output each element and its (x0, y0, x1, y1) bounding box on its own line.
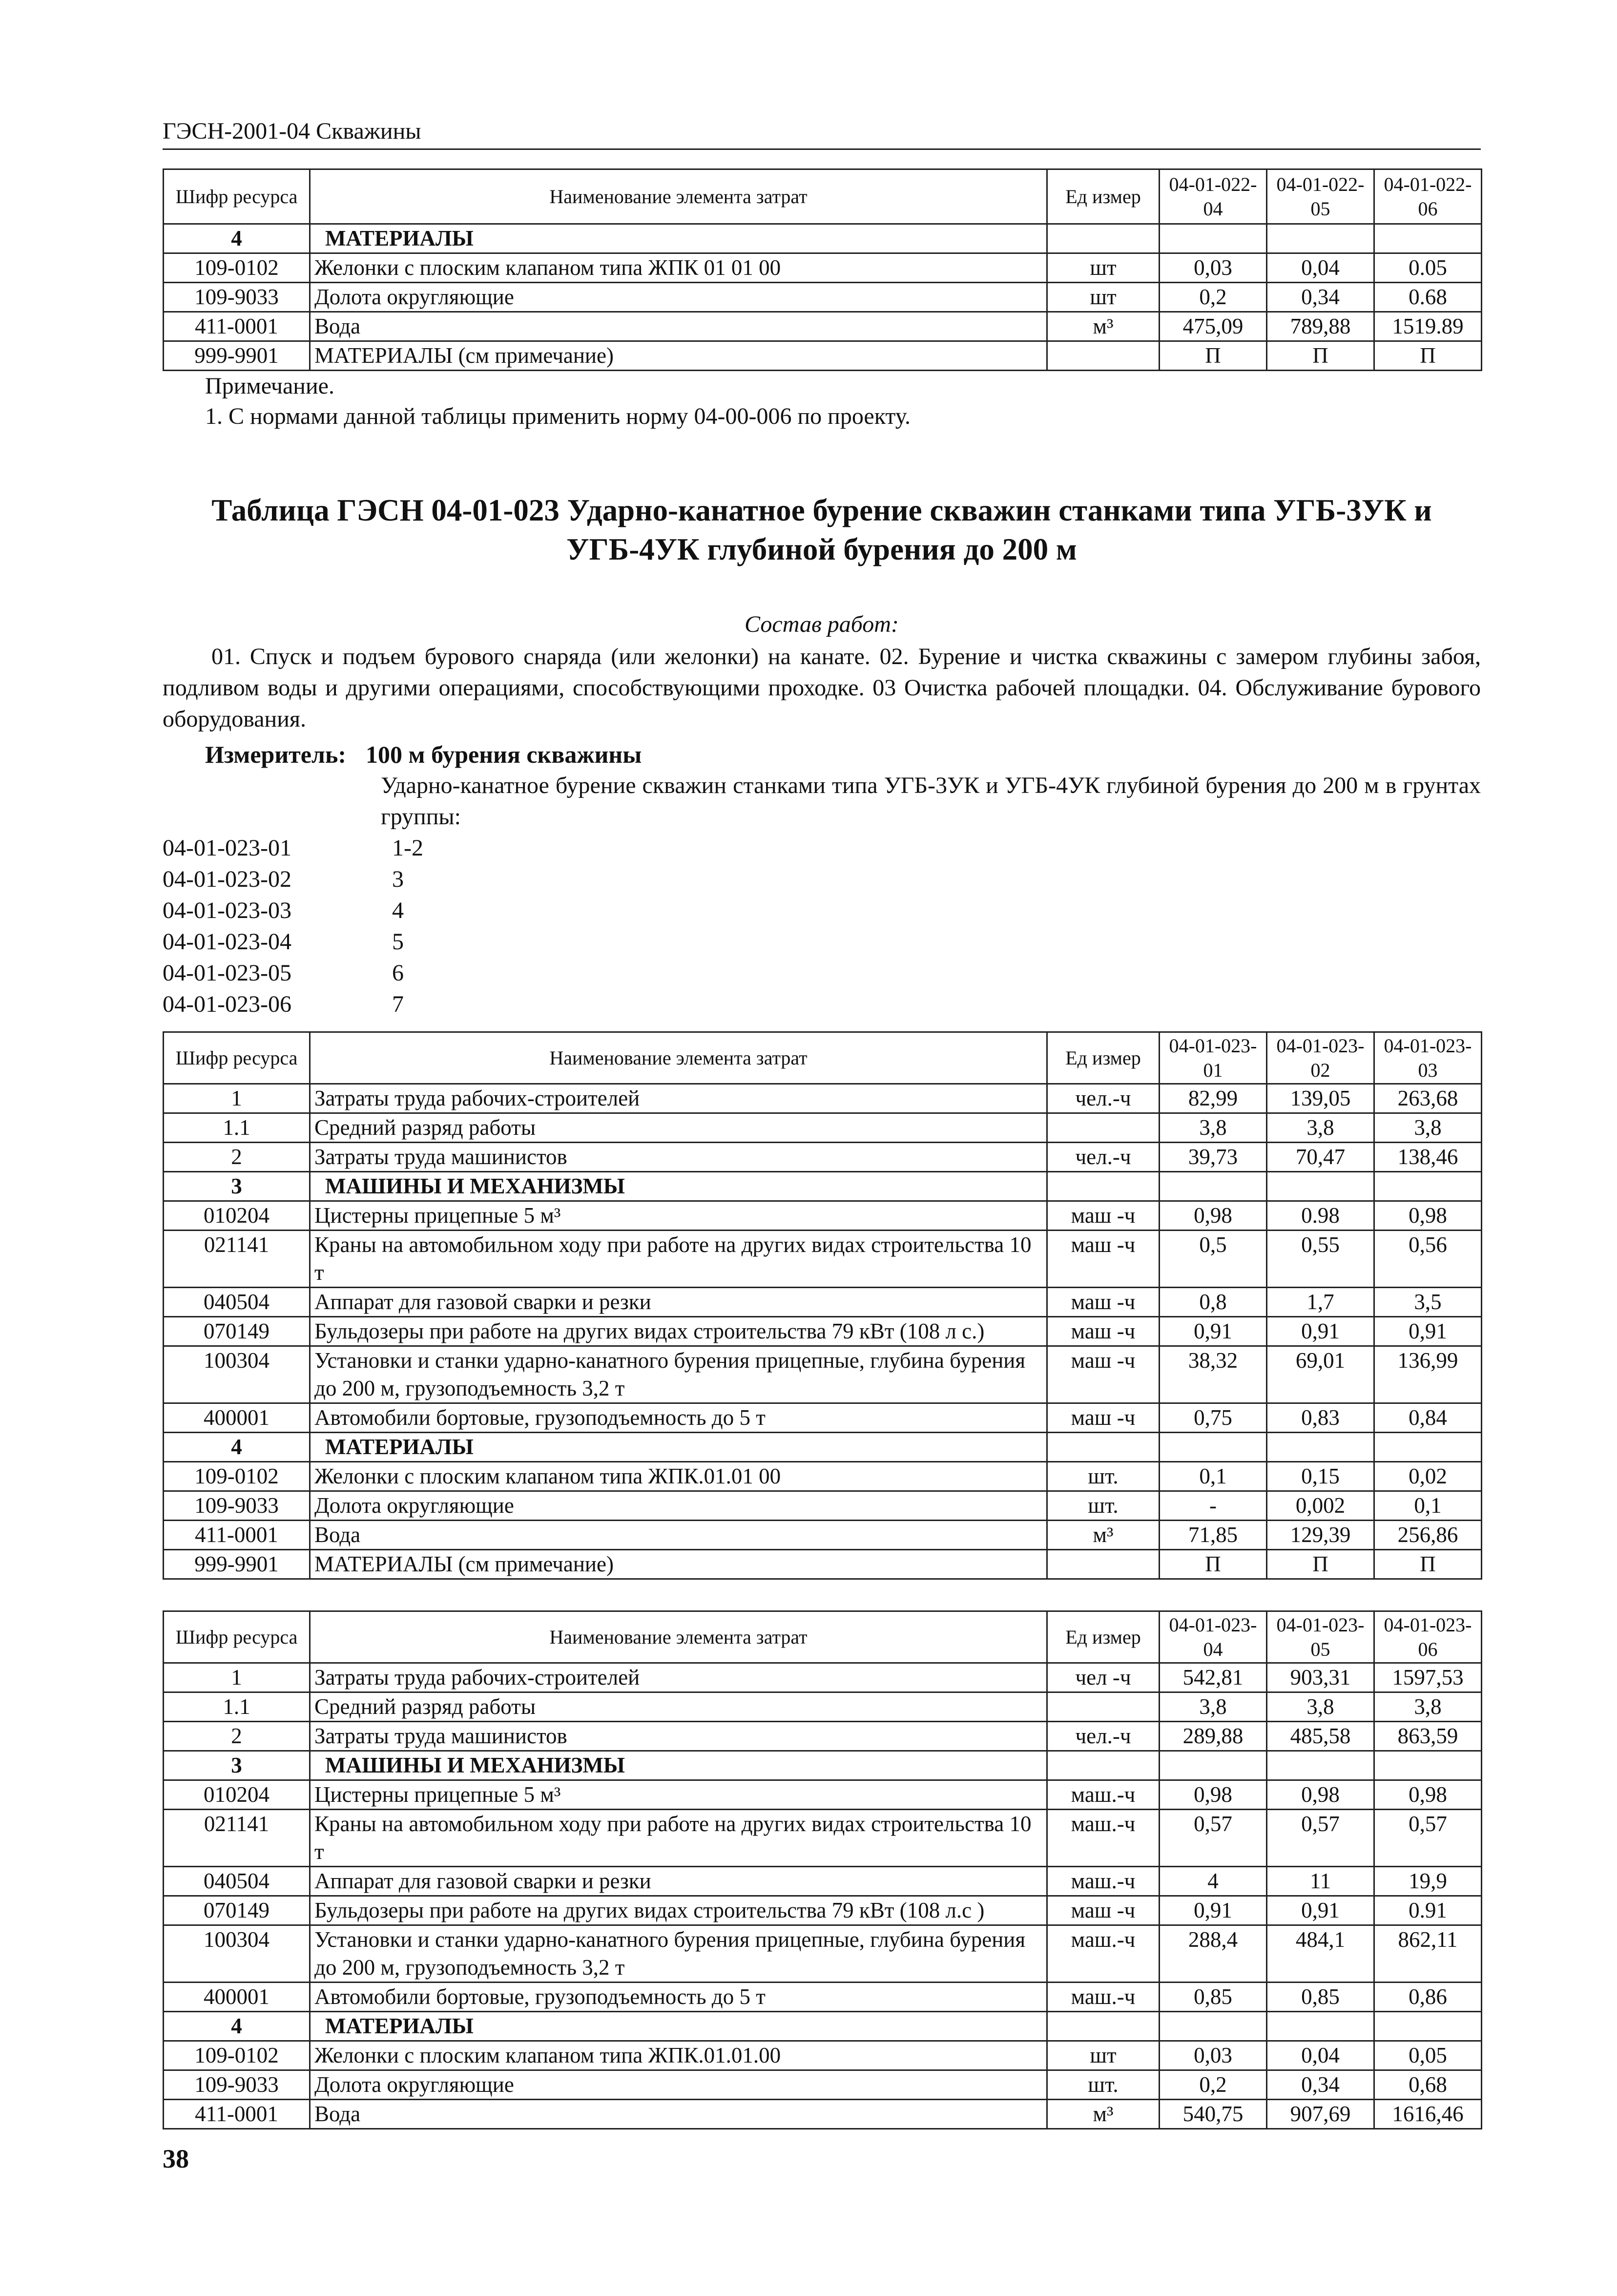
unit-cell (1047, 1692, 1160, 1722)
value-cell (1374, 1433, 1482, 1462)
value-cell: 0,85 (1160, 1983, 1267, 2012)
unit-cell: шт (1047, 253, 1160, 283)
value-cell: 3,5 (1374, 1288, 1482, 1317)
resource-code-cell: 411-0001 (164, 1521, 310, 1550)
value-cell: 0,98 (1160, 1201, 1267, 1231)
unit-cell: маш -ч (1047, 1403, 1160, 1433)
table-section-row (164, 1751, 1482, 1780)
resource-code-cell: 1 (164, 1663, 310, 1692)
col-header-code: Шифр ресурса (164, 1032, 310, 1084)
resource-name-cell: Долота округляющие (310, 1491, 1047, 1521)
resource-code-cell: 999-9901 (164, 341, 310, 371)
resource-code-cell: 4 (164, 2012, 310, 2041)
value-cell: 0,85 (1267, 1983, 1374, 2012)
value-cell (1160, 1751, 1267, 1780)
norm-code: 04-01-023-01 (163, 835, 291, 861)
resource-code-cell: 4 (164, 224, 310, 253)
value-cell: 70,47 (1267, 1143, 1374, 1172)
soil-group: 3 (392, 866, 404, 892)
resource-name-cell: Затраты труда машинистов (310, 1143, 1047, 1172)
table-row (164, 2070, 1482, 2100)
value-cell: 0,03 (1160, 2041, 1267, 2070)
table-row (164, 1317, 1482, 1346)
note-text: 1. С нормами данной таблицы применить норму 04-00-006 по проекту. (205, 403, 911, 429)
col-header-norm: 04-01-022-05 (1267, 169, 1374, 224)
value-cell: 0,98 (1374, 1780, 1482, 1810)
value-cell: 0,57 (1267, 1810, 1374, 1867)
value-cell: 0,15 (1267, 1462, 1374, 1491)
unit-cell: маш.-ч (1047, 1867, 1160, 1896)
unit-cell: маш -ч (1047, 1231, 1160, 1288)
value-cell: П (1160, 341, 1267, 371)
value-cell: 138,46 (1374, 1143, 1482, 1172)
table-row (164, 1143, 1482, 1172)
norm-code-item (163, 833, 423, 864)
resource-name-cell: Аппарат для газовой сварки и резки (310, 1867, 1047, 1896)
value-cell: 129,39 (1267, 1521, 1374, 1550)
norm-code-list (163, 833, 423, 1020)
value-cell: 1616,46 (1374, 2100, 1482, 2129)
value-cell: 0,05 (1374, 2041, 1482, 2070)
value-cell: 3,8 (1160, 1692, 1267, 1722)
table-row (164, 1663, 1482, 1692)
unit-cell: маш -ч (1047, 1288, 1160, 1317)
table-row (164, 1896, 1482, 1925)
value-cell: 0,02 (1374, 1462, 1482, 1491)
resource-name-cell: МАТЕРИАЛЫ (см примечание) (310, 341, 1047, 371)
unit-cell: чел.-ч (1047, 1084, 1160, 1113)
value-cell (1267, 2012, 1374, 2041)
value-cell (1160, 224, 1267, 253)
value-cell: 0,34 (1267, 2070, 1374, 2100)
value-cell: П (1267, 341, 1374, 371)
value-cell: 0,55 (1267, 1231, 1374, 1288)
resource-code-cell: 040504 (164, 1867, 310, 1896)
value-cell: 485,58 (1267, 1722, 1374, 1751)
page-header: ГЭСН-2001-04 Скважины (163, 117, 1481, 150)
resource-name-cell: Долота округляющие (310, 2070, 1047, 2100)
table-row (164, 1462, 1482, 1491)
resource-name-cell: Затраты труда машинистов (310, 1722, 1047, 1751)
value-cell (1374, 224, 1482, 253)
resource-name-cell: Желонки с плоским клапаном типа ЖПК.01.01 00 (310, 1462, 1047, 1491)
resource-name-cell: Установки и станки ударно-канатного бурения прицепные, глубина бурения до 200 м, грузоподъемность 3,2 т (310, 1925, 1047, 1983)
resource-name-cell: МАТЕРИАЛЫ (см примечание) (310, 1550, 1047, 1579)
table-section-row (164, 1433, 1482, 1462)
unit-cell: маш -ч (1047, 1201, 1160, 1231)
value-cell: 0,98 (1267, 1780, 1374, 1810)
col-header-unit: Ед измер (1047, 169, 1160, 224)
value-cell: 3,8 (1374, 1692, 1482, 1722)
unit-cell (1047, 1433, 1160, 1462)
resource-name-cell: Автомобили бортовые, грузоподъемность до 5 т (310, 1403, 1047, 1433)
unit-cell: м³ (1047, 2100, 1160, 2129)
table-row (164, 312, 1482, 341)
soil-group: 7 (392, 991, 404, 1017)
value-cell: 1519.89 (1374, 312, 1482, 341)
note-title: Примечание. (205, 373, 334, 399)
unit-cell: чел.-ч (1047, 1143, 1160, 1172)
table-section-row (164, 1172, 1482, 1201)
value-cell (1267, 1172, 1374, 1201)
norm-code: 04-01-023-06 (163, 991, 291, 1017)
table-row (164, 1983, 1482, 2012)
value-cell: 542,81 (1160, 1663, 1267, 1692)
unit-cell: чел -ч (1047, 1663, 1160, 1692)
value-cell: 139,05 (1267, 1084, 1374, 1113)
value-cell (1374, 1751, 1482, 1780)
resource-code-cell: 411-0001 (164, 312, 310, 341)
resource-name-cell: Цистерны прицепные 5 м³ (310, 1780, 1047, 1810)
resource-name-cell: МАТЕРИАЛЫ (310, 1433, 1047, 1462)
value-cell: 0,91 (1267, 1317, 1374, 1346)
value-cell: 0.98 (1267, 1201, 1374, 1231)
resource-code-cell: 021141 (164, 1231, 310, 1288)
col-header-name: Наименование элемента затрат (310, 1032, 1047, 1084)
work-composition-heading: Состав работ: (745, 611, 899, 637)
resource-name-cell: Вода (310, 1521, 1047, 1550)
value-cell: 907,69 (1267, 2100, 1374, 2129)
value-cell: 903,31 (1267, 1663, 1374, 1692)
resource-code-cell: 400001 (164, 1403, 310, 1433)
resource-table-022 (163, 168, 1482, 371)
resource-name-cell: Желонки с плоским клапаном типа ЖПК.01.01.00 (310, 2041, 1047, 2070)
value-cell: 0,84 (1374, 1403, 1482, 1433)
value-cell: 69,01 (1267, 1346, 1374, 1403)
value-cell: 0,57 (1374, 1810, 1482, 1867)
value-cell: 0,34 (1267, 283, 1374, 312)
col-header-code: Шифр ресурса (164, 169, 310, 224)
col-header-norm: 04-01-023-06 (1374, 1611, 1482, 1663)
table-row (164, 1201, 1482, 1231)
value-cell: 39,73 (1160, 1143, 1267, 1172)
value-cell: 0,2 (1160, 283, 1267, 312)
value-cell: 1,7 (1267, 1288, 1374, 1317)
value-cell: 3,8 (1160, 1113, 1267, 1143)
col-header-norm: 04-01-023-03 (1374, 1032, 1482, 1084)
section-title: Таблица ГЭСН 04-01-023 Ударно-канатное бурение скважин станками типа УГБ-3УК и УГБ-4УК глубиной бурения до 200 м (211, 493, 1432, 566)
table-section-row (164, 224, 1482, 253)
value-cell: 0,5 (1160, 1231, 1267, 1288)
value-cell: П (1267, 1550, 1374, 1579)
unit-cell: шт. (1047, 1491, 1160, 1521)
value-cell: 4 (1160, 1867, 1267, 1896)
norm-code-item (163, 864, 423, 895)
col-header-norm: 04-01-023-02 (1267, 1032, 1374, 1084)
value-cell: 0,91 (1160, 1896, 1267, 1925)
resource-name-cell: Средний разряд работы (310, 1113, 1047, 1143)
value-cell: 263,68 (1374, 1084, 1482, 1113)
table-row (164, 1288, 1482, 1317)
value-cell: 0,98 (1160, 1780, 1267, 1810)
norm-code-item (163, 989, 423, 1020)
value-cell: 0,8 (1160, 1288, 1267, 1317)
value-cell: 862,11 (1374, 1925, 1482, 1983)
resource-name-cell: Цистерны прицепные 5 м³ (310, 1201, 1047, 1231)
value-cell: 0,68 (1374, 2070, 1482, 2100)
resource-code-cell: 4 (164, 1433, 310, 1462)
unit-cell (1047, 1751, 1160, 1780)
col-header-norm: 04-01-022-04 (1160, 169, 1267, 224)
col-header-unit: Ед измер (1047, 1032, 1160, 1084)
col-header-code: Шифр ресурса (164, 1611, 310, 1663)
unit-cell: маш -ч (1047, 1346, 1160, 1403)
value-cell: 11 (1267, 1867, 1374, 1896)
unit-cell: шт. (1047, 1462, 1160, 1491)
work-composition-text: 01. Спуск и подъем бурового снаряда (или желонки) на канате. 02. Бурение и чистка скважины с замером глубины забоя, подливом воды и другими операциями, способствующими проходке. 03 Очистка рабочей площадки. 04. Обслуживание бурового оборудования. (163, 644, 1481, 732)
value-cell: 289,88 (1160, 1722, 1267, 1751)
value-cell: 71,85 (1160, 1521, 1267, 1550)
value-cell: 540,75 (1160, 2100, 1267, 2129)
value-cell: 0.05 (1374, 253, 1482, 283)
unit-cell: шт. (1047, 2070, 1160, 2100)
table-row (164, 1550, 1482, 1579)
resource-table-023-a (163, 1031, 1482, 1580)
resource-code-cell: 2 (164, 1143, 310, 1172)
resource-name-cell: Долота округляющие (310, 283, 1047, 312)
value-cell: 475,09 (1160, 312, 1267, 341)
col-header-norm: 04-01-023-04 (1160, 1611, 1267, 1663)
resource-code-cell: 109-9033 (164, 2070, 310, 2100)
resource-code-cell: 010204 (164, 1780, 310, 1810)
resource-code-cell: 070149 (164, 1317, 310, 1346)
measure-value: 100 м бурения скважины (366, 741, 642, 768)
table-row (164, 283, 1482, 312)
col-header-norm: 04-01-023-05 (1267, 1611, 1374, 1663)
unit-cell: маш.-ч (1047, 1810, 1160, 1867)
resource-code-cell: 400001 (164, 1983, 310, 2012)
resource-name-cell: Затраты труда рабочих-строителей (310, 1663, 1047, 1692)
resource-code-cell: 411-0001 (164, 2100, 310, 2129)
table-row (164, 341, 1482, 371)
resource-code-cell: 1 (164, 1084, 310, 1113)
table-row (164, 1780, 1482, 1810)
unit-cell: м³ (1047, 1521, 1160, 1550)
unit-cell: шт (1047, 283, 1160, 312)
unit-cell (1047, 224, 1160, 253)
resource-code-cell: 2 (164, 1722, 310, 1751)
value-cell: 0,91 (1267, 1896, 1374, 1925)
value-cell: 0.91 (1374, 1896, 1482, 1925)
resource-code-cell: 109-9033 (164, 283, 310, 312)
value-cell: 256,86 (1374, 1521, 1482, 1550)
value-cell: 0,91 (1160, 1317, 1267, 1346)
table-row (164, 1521, 1482, 1550)
value-cell (1267, 224, 1374, 253)
resource-name-cell: Бульдозеры при работе на других видах строительства 79 кВт (108 л с.) (310, 1317, 1047, 1346)
value-cell: П (1374, 1550, 1482, 1579)
value-cell: 0,98 (1374, 1201, 1482, 1231)
resource-code-cell: 040504 (164, 1288, 310, 1317)
resource-name-cell: Вода (310, 2100, 1047, 2129)
norm-code-item (163, 926, 423, 958)
norm-code-item (163, 895, 423, 926)
value-cell: 863,59 (1374, 1722, 1482, 1751)
resource-code-cell: 109-9033 (164, 1491, 310, 1521)
measure-label: Измеритель: (205, 741, 347, 768)
resource-name-cell: МАТЕРИАЛЫ (310, 224, 1047, 253)
value-cell: 0,04 (1267, 253, 1374, 283)
unit-cell: маш.-ч (1047, 1925, 1160, 1983)
resource-code-cell: 1.1 (164, 1692, 310, 1722)
resource-code-cell: 3 (164, 1751, 310, 1780)
soil-group: 4 (392, 898, 404, 923)
value-cell: П (1374, 341, 1482, 371)
resource-code-cell: 1.1 (164, 1113, 310, 1143)
table-row (164, 2041, 1482, 2070)
value-cell: 82,99 (1160, 1084, 1267, 1113)
table-row (164, 1722, 1482, 1751)
unit-cell: м³ (1047, 312, 1160, 341)
value-cell: 0,2 (1160, 2070, 1267, 2100)
resource-name-cell: МАШИНЫ И МЕХАНИЗМЫ (310, 1751, 1047, 1780)
resource-name-cell: Желонки с плоским клапаном типа ЖПК 01 01 00 (310, 253, 1047, 283)
resource-code-cell: 100304 (164, 1925, 310, 1983)
resource-code-cell: 010204 (164, 1201, 310, 1231)
value-cell: 0,03 (1160, 253, 1267, 283)
value-cell (1374, 2012, 1482, 2041)
resource-name-cell: Краны на автомобильном ходу при работе на других видах строительства 10 т (310, 1231, 1047, 1288)
resource-code-cell: 999-9901 (164, 1550, 310, 1579)
value-cell: 19,9 (1374, 1867, 1482, 1896)
norm-description: Ударно-канатное бурение скважин станками типа УГБ-3УК и УГБ-4УК глубиной бурения до 200 м в грунтах группы: (381, 772, 1481, 830)
unit-cell (1047, 1550, 1160, 1579)
table-row (164, 1810, 1482, 1867)
norm-code: 04-01-023-04 (163, 929, 291, 955)
resource-name-cell: Бульдозеры при работе на других видах строительства 79 кВт (108 л.с ) (310, 1896, 1047, 1925)
col-header-norm: 04-01-023-01 (1160, 1032, 1267, 1084)
value-cell: 789,88 (1267, 312, 1374, 341)
resource-name-cell: Установки и станки ударно-канатного бурения прицепные, глубина бурения до 200 м, грузоподъемность 3,2 т (310, 1346, 1047, 1403)
value-cell: 3,8 (1267, 1113, 1374, 1143)
value-cell: 0,75 (1160, 1403, 1267, 1433)
resource-code-cell: 070149 (164, 1896, 310, 1925)
unit-cell (1047, 2012, 1160, 2041)
resource-name-cell: МАТЕРИАЛЫ (310, 2012, 1047, 2041)
resource-code-cell: 109-0102 (164, 253, 310, 283)
value-cell: 484,1 (1267, 1925, 1374, 1983)
resource-code-cell: 021141 (164, 1810, 310, 1867)
resource-code-cell: 3 (164, 1172, 310, 1201)
soil-group: 5 (392, 929, 404, 955)
resource-code-cell: 109-0102 (164, 1462, 310, 1491)
value-cell: 288,4 (1160, 1925, 1267, 1983)
table-row (164, 1113, 1482, 1143)
table-row (164, 1403, 1482, 1433)
value-cell: 38,32 (1160, 1346, 1267, 1403)
soil-group: 6 (392, 960, 404, 986)
value-cell (1160, 2012, 1267, 2041)
table-row (164, 2100, 1482, 2129)
unit-cell: маш -ч (1047, 1317, 1160, 1346)
table-row (164, 1084, 1482, 1113)
unit-cell (1047, 1113, 1160, 1143)
table-row (164, 253, 1482, 283)
value-cell: 0,57 (1160, 1810, 1267, 1867)
unit-cell: маш.-ч (1047, 1983, 1160, 2012)
table-row (164, 1925, 1482, 1983)
soil-group: 1-2 (392, 835, 423, 861)
col-header-name: Наименование элемента затрат (310, 169, 1047, 224)
table-row (164, 1231, 1482, 1288)
table-row (164, 1692, 1482, 1722)
value-cell (1160, 1433, 1267, 1462)
value-cell: - (1160, 1491, 1267, 1521)
resource-name-cell: Средний разряд работы (310, 1692, 1047, 1722)
resource-name-cell: Аппарат для газовой сварки и резки (310, 1288, 1047, 1317)
value-cell (1160, 1172, 1267, 1201)
norm-code: 04-01-023-05 (163, 960, 291, 986)
resource-name-cell: Автомобили бортовые, грузоподъемность до 5 т (310, 1983, 1047, 2012)
value-cell: П (1160, 1550, 1267, 1579)
resource-table-023-b (163, 1610, 1482, 2129)
value-cell: 3,8 (1267, 1692, 1374, 1722)
resource-code-cell: 109-0102 (164, 2041, 310, 2070)
resource-name-cell: Краны на автомобильном ходу при работе на других видах строительства 10 т (310, 1810, 1047, 1867)
table-row (164, 1491, 1482, 1521)
resource-name-cell: МАШИНЫ И МЕХАНИЗМЫ (310, 1172, 1047, 1201)
unit-cell (1047, 341, 1160, 371)
value-cell (1267, 1433, 1374, 1462)
value-cell: 0,1 (1160, 1462, 1267, 1491)
norm-code: 04-01-023-02 (163, 866, 291, 892)
col-header-name: Наименование элемента затрат (310, 1611, 1047, 1663)
value-cell (1374, 1172, 1482, 1201)
unit-cell: маш.-ч (1047, 1780, 1160, 1810)
value-cell: 0,86 (1374, 1983, 1482, 2012)
value-cell: 0.68 (1374, 283, 1482, 312)
value-cell: 3,8 (1374, 1113, 1482, 1143)
resource-code-cell: 100304 (164, 1346, 310, 1403)
unit-cell: маш -ч (1047, 1896, 1160, 1925)
resource-name-cell: Вода (310, 312, 1047, 341)
value-cell: 136,99 (1374, 1346, 1482, 1403)
value-cell: 0,56 (1374, 1231, 1482, 1288)
table-row (164, 1346, 1482, 1403)
page-number: 38 (163, 2144, 189, 2173)
value-cell: 0,04 (1267, 2041, 1374, 2070)
value-cell: 1597,53 (1374, 1663, 1482, 1692)
unit-cell: шт (1047, 2041, 1160, 2070)
value-cell: 0,1 (1374, 1491, 1482, 1521)
value-cell: 0,91 (1374, 1317, 1482, 1346)
table-section-row (164, 2012, 1482, 2041)
value-cell (1267, 1751, 1374, 1780)
norm-code: 04-01-023-03 (163, 898, 291, 923)
table-row (164, 1867, 1482, 1896)
norm-code-item (163, 958, 423, 989)
measure-line (205, 739, 642, 770)
value-cell: 0,83 (1267, 1403, 1374, 1433)
resource-name-cell: Затраты труда рабочих-строителей (310, 1084, 1047, 1113)
col-header-norm: 04-01-022-06 (1374, 169, 1482, 224)
col-header-unit: Ед измер (1047, 1611, 1160, 1663)
unit-cell (1047, 1172, 1160, 1201)
unit-cell: чел.-ч (1047, 1722, 1160, 1751)
value-cell: 0,002 (1267, 1491, 1374, 1521)
